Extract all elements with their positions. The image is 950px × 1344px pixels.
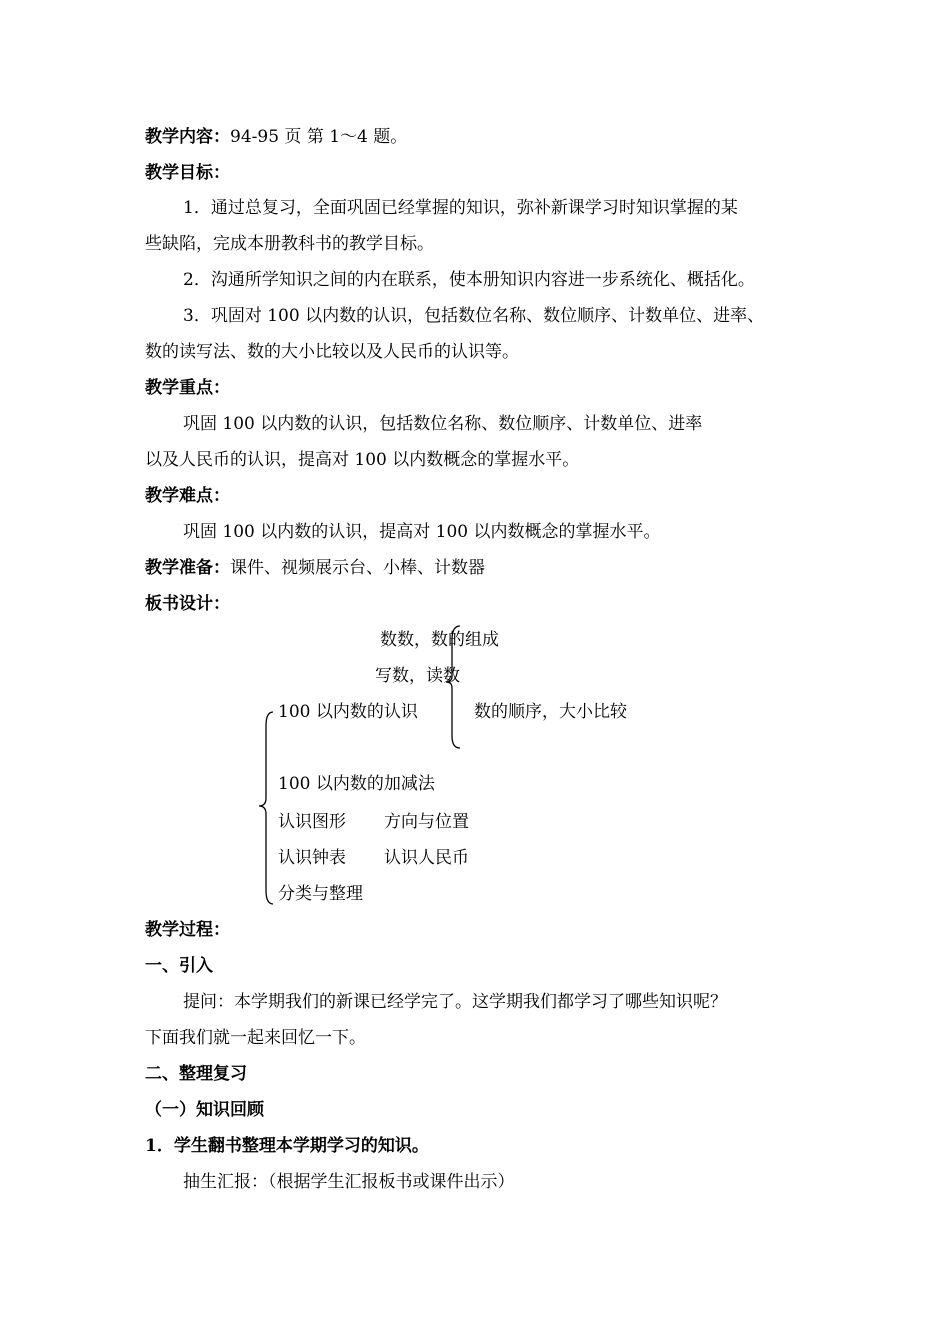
subsection-knowledge-review: （一）知识回顾: [145, 1100, 264, 1120]
teaching-content-label: 教学内容：: [145, 127, 230, 147]
board-main-classify: 分类与整理: [278, 884, 363, 904]
board-design-label: 板书设计：: [145, 594, 230, 614]
board-main-money: 认识人民币: [384, 848, 469, 868]
board-main-direction: 方向与位置: [384, 812, 469, 832]
goal-3-line-1: 3．巩固对 100 以内数的认识，包括数位名称、数位顺序、计数单位、进率、: [183, 306, 765, 326]
preparation-text: 课件、视频展示台、小棒、计数器: [230, 558, 485, 578]
teaching-content-line: [145, 125, 407, 149]
difficulty-label: 教学难点：: [145, 486, 230, 506]
goal-1-line-2: 些缺陷，完成本册教科书的教学目标。: [145, 234, 434, 254]
difficulty-text: 巩固 100 以内数的认识，提高对 100 以内数概念的掌握水平。: [183, 522, 661, 542]
key-points-line-2: 以及人民币的认识，提高对 100 以内数概念的掌握水平。: [145, 450, 580, 470]
key-points-line-1: 巩固 100 以内数的认识，包括数位名称、数位顺序、计数单位、进率: [183, 414, 703, 434]
board-sub-counting: 数数，数的组成: [380, 630, 499, 650]
step-1-heading: 1．学生翻书整理本学期学习的知识。: [145, 1136, 429, 1156]
section-intro-heading: 一、引入: [145, 956, 213, 976]
step-1-report: 抽生汇报：（根据学生汇报板书或课件出示）: [183, 1172, 515, 1192]
section-review-heading: 二、整理复习: [145, 1064, 247, 1084]
goal-2: 2．沟通所学知识之间的内在联系，使本册知识内容进一步系统化、概括化。: [183, 270, 755, 290]
board-main-shapes: 认识图形: [278, 812, 346, 832]
goal-3-line-2: 数的读写法、数的大小比较以及人民币的认识等。: [145, 342, 519, 362]
goal-1-line-1: 1．通过总复习，全面巩固已经掌握的知识，弥补新课学习时知识掌握的某: [183, 198, 738, 218]
process-label: 教学过程：: [145, 920, 230, 940]
intro-line-1: 提问：本学期我们的新课已经学完了。这学期我们都学习了哪些知识呢？: [183, 992, 727, 1012]
board-sub-writing: 写数，读数: [375, 666, 460, 686]
teaching-content-text: 94-95 页 第 1～4 题。: [230, 127, 408, 147]
preparation-label: 教学准备：: [145, 558, 230, 578]
board-main-number-recognition: 100 以内数的认识: [278, 702, 418, 722]
board-main-clock: 认识钟表: [278, 848, 346, 868]
preparation-line: [145, 556, 485, 580]
key-points-label: 教学重点：: [145, 378, 230, 398]
teaching-goals-label: 教学目标：: [145, 163, 230, 183]
board-sub-order: 数的顺序，大小比较: [474, 702, 627, 722]
intro-line-2: 下面我们就一起来回忆一下。: [145, 1028, 366, 1048]
board-main-add-subtract: 100 以内数的加减法: [278, 774, 435, 794]
large-brace: [259, 712, 273, 904]
